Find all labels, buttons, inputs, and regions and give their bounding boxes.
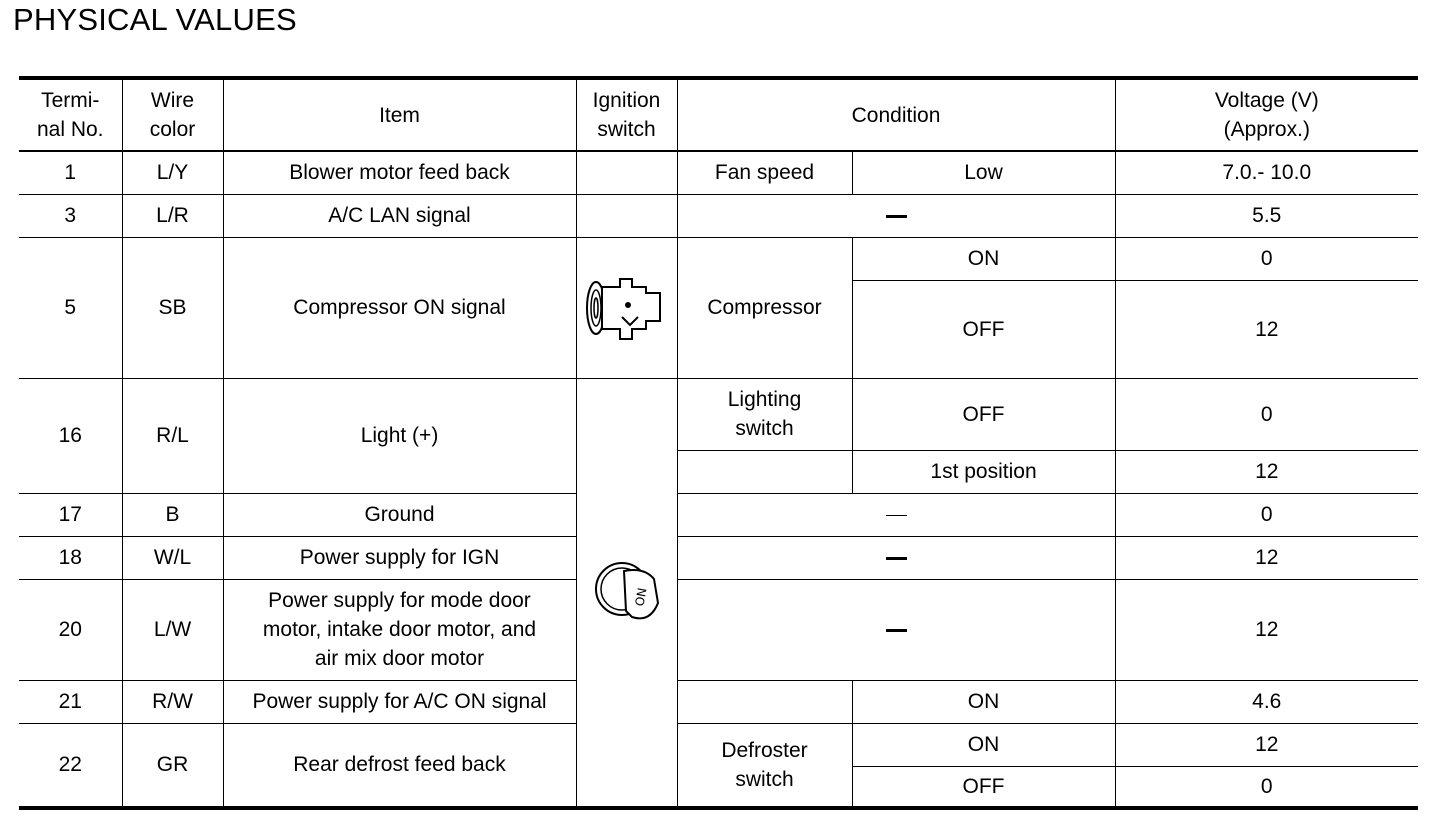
header-voltage: Voltage (V) (Approx.) <box>1115 78 1418 151</box>
voltage-cell: 4.6 <box>1115 680 1418 723</box>
dash-mark <box>886 515 907 517</box>
terminal-cell: 20 <box>19 579 122 680</box>
voltage-cell: 12 <box>1115 450 1418 493</box>
ignition-cell <box>576 151 677 194</box>
wire-color-cell: L/Y <box>122 151 223 194</box>
item-cell: Power supply for A/C ON signal <box>223 680 576 723</box>
item-cell: Rear defrost feed back <box>223 723 576 808</box>
dash-mark <box>886 557 907 560</box>
table-row <box>19 237 1418 280</box>
terminal-cell: 21 <box>19 680 122 723</box>
table-row <box>19 579 1418 680</box>
wire-color-cell: SB <box>122 237 223 378</box>
dash-mark <box>886 629 907 632</box>
ignition-cell <box>576 194 677 237</box>
voltage-cell: 12 <box>1115 536 1418 579</box>
condition-value-cell: ON <box>852 680 1115 723</box>
condition-label-cell: Lighting switch <box>677 378 852 450</box>
item-cell: Ground <box>223 493 576 536</box>
terminal-cell: 5 <box>19 237 122 378</box>
wire-color-cell: GR <box>122 723 223 808</box>
item-cell: Power supply for IGN <box>223 536 576 579</box>
voltage-cell: 7.0.- 10.0 <box>1115 151 1418 194</box>
page-title: PHYSICAL VALUES <box>13 2 297 37</box>
item-cell: A/C LAN signal <box>223 194 576 237</box>
header-condition: Condition <box>677 78 1115 151</box>
dash-mark <box>886 215 907 218</box>
item-cell: Light (+) <box>223 378 576 493</box>
terminal-cell: 17 <box>19 493 122 536</box>
condition-value-cell: OFF <box>852 766 1115 808</box>
voltage-cell: 12 <box>1115 579 1418 680</box>
terminal-cell: 22 <box>19 723 122 808</box>
header-row <box>19 78 1418 151</box>
wire-color-cell: R/W <box>122 680 223 723</box>
condition-cell <box>677 536 1115 579</box>
wire-color-cell: B <box>122 493 223 536</box>
engine-running-icon <box>582 271 672 345</box>
condition-value-cell: OFF <box>852 280 1115 378</box>
item-cell: Blower motor feed back <box>223 151 576 194</box>
terminal-cell: 18 <box>19 536 122 579</box>
voltage-cell: 0 <box>1115 766 1418 808</box>
header-ignition-switch: Ignition switch <box>576 78 677 151</box>
condition-label-cell: Fan speed <box>677 151 852 194</box>
voltage-cell: 0 <box>1115 237 1418 280</box>
table-row <box>19 194 1418 237</box>
item-cell: Compressor ON signal <box>223 237 576 378</box>
item-cell: Power supply for mode door motor, intake door motor, and air mix door motor <box>223 579 576 680</box>
condition-label-cell: Defroster switch <box>677 723 852 808</box>
condition-value-cell: OFF <box>852 378 1115 450</box>
wire-color-cell: R/L <box>122 378 223 493</box>
key-on-label: ON <box>632 586 649 608</box>
condition-label-cell <box>677 680 852 723</box>
ignition-engine-cell <box>576 237 677 378</box>
condition-value-cell: ON <box>852 237 1115 280</box>
header-item: Item <box>223 78 576 151</box>
voltage-cell: 12 <box>1115 723 1418 766</box>
terminal-cell: 3 <box>19 194 122 237</box>
wire-color-cell: W/L <box>122 536 223 579</box>
condition-cell <box>677 194 1115 237</box>
condition-value-cell: Low <box>852 151 1115 194</box>
voltage-cell: 0 <box>1115 493 1418 536</box>
condition-value-cell: 1st position <box>852 450 1115 493</box>
table-row <box>19 493 1418 536</box>
condition-cell <box>677 493 1115 536</box>
voltage-cell: 12 <box>1115 280 1418 378</box>
voltage-cell: 0 <box>1115 378 1418 450</box>
table-row <box>19 536 1418 579</box>
terminal-cell: 1 <box>19 151 122 194</box>
ignition-key-cell <box>576 378 677 808</box>
condition-label-cell: Compressor <box>677 237 852 378</box>
condition-cell <box>677 579 1115 680</box>
ignition-key-on-icon <box>592 557 662 627</box>
condition-value-cell: ON <box>852 723 1115 766</box>
header-terminal: Termi- nal No. <box>19 78 122 151</box>
wire-color-cell: L/W <box>122 579 223 680</box>
condition-label-cell <box>677 450 852 493</box>
physical-values-table <box>19 76 1418 810</box>
wire-color-cell: L/R <box>122 194 223 237</box>
header-wire-color: Wire color <box>122 78 223 151</box>
voltage-cell: 5.5 <box>1115 194 1418 237</box>
table-row <box>19 723 1418 766</box>
terminal-cell: 16 <box>19 378 122 493</box>
table-row <box>19 378 1418 450</box>
table-row <box>19 680 1418 723</box>
table-row <box>19 151 1418 194</box>
